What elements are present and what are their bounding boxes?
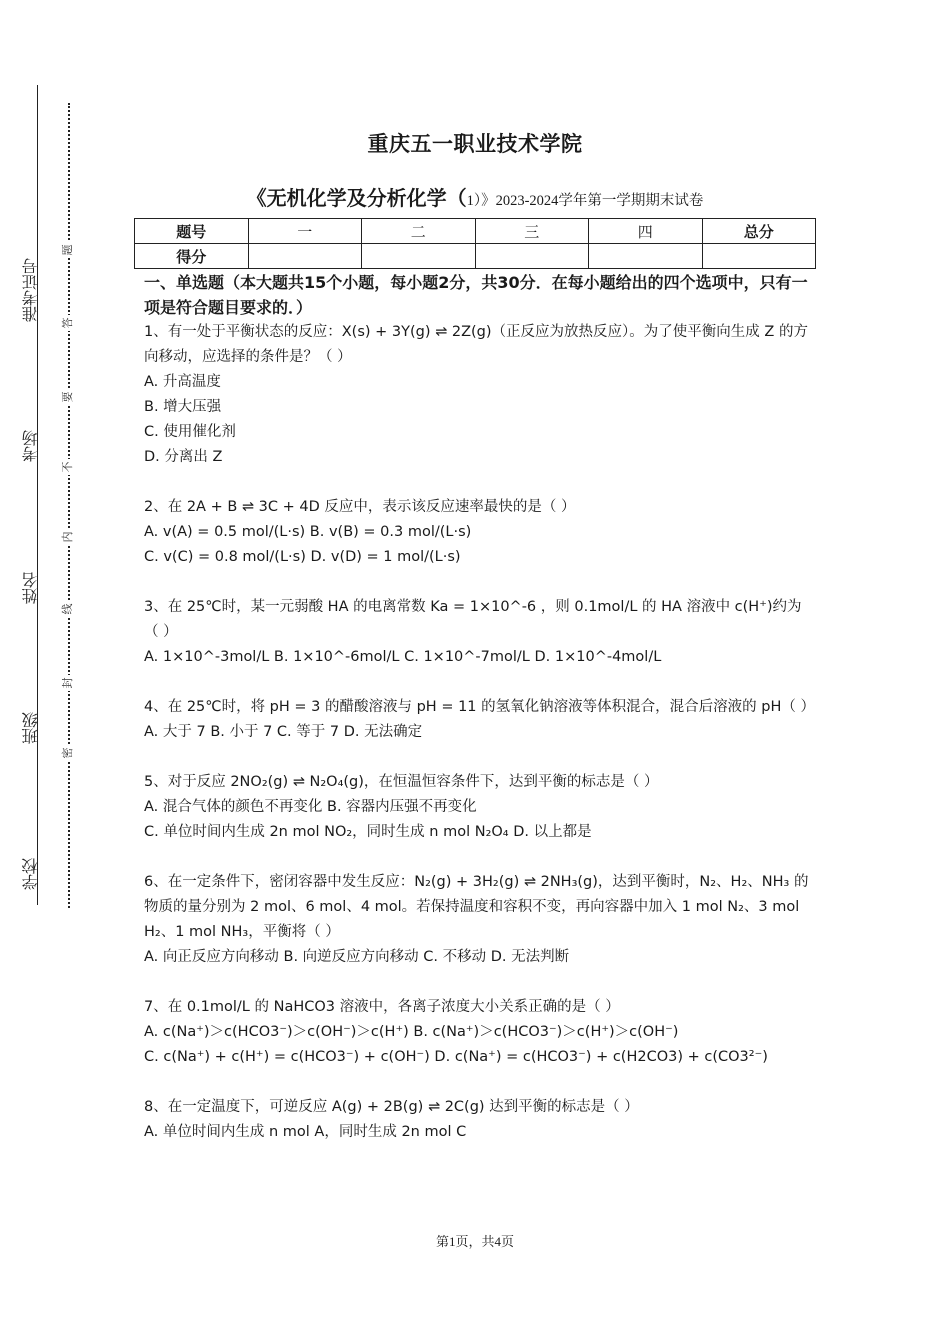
score-cell-header: 四	[589, 219, 703, 244]
seal-char: 封	[61, 675, 75, 691]
question-option: A. 大于 7 B. 小于 7 C. 等于 7 D. 无法确定	[144, 724, 423, 740]
question-8	[144, 1095, 814, 1145]
exam-title-rest: 1）》2023-2024学年第一学期期末试卷	[466, 193, 704, 209]
question-stem: 2、在 2A + B ⇌ 3C + 4D 反应中，表示该反应速率最快的是（ ）	[144, 499, 576, 515]
seal-char: 内	[61, 529, 75, 545]
question-option: A. 向正反应方向移动 B. 向逆反应方向移动 C. 不移动 D. 无法判断	[144, 949, 570, 965]
question-3	[144, 595, 814, 670]
exam-title	[0, 182, 950, 211]
question-option: A. 1×10^-3mol/L B. 1×10^-6mol/L C. 1×10^-7mol/L D. 1×10^-4mol/L	[144, 649, 662, 665]
score-table-score-row	[135, 244, 816, 269]
score-cell-empty	[589, 244, 703, 269]
score-cell-header: 一	[248, 219, 362, 244]
question-4	[144, 695, 814, 745]
score-cell-empty	[248, 244, 362, 269]
seal-char: 不	[61, 459, 75, 475]
seal-char: 密	[61, 745, 75, 761]
question-option: D. 分离出 Z	[144, 449, 223, 465]
score-table-header-row	[135, 219, 816, 244]
question-option: C. v(C) = 0.8 mol/(L·s) D. v(D) = 1 mol/(L·s)	[144, 549, 461, 565]
field-ticket-number-label: 准考证号	[21, 258, 40, 322]
question-option: C. 使用催化剂	[144, 424, 236, 440]
school-name: 重庆五一职业技术学院	[367, 132, 583, 156]
seal-char: 要	[61, 389, 75, 405]
seal-char: 题	[61, 242, 75, 258]
exam-title-main: 《无机化学及分析化学（	[246, 186, 467, 210]
question-option: B. 增大压强	[144, 399, 222, 415]
score-cell-header: 三	[475, 219, 589, 244]
question-stem: 3、在 25℃时，某一元弱酸 HA 的电离常数 Ka = 1×10^-6 ，则 0.1mol/L 的 HA 溶液中 c(H⁺)约为（ ）	[144, 599, 802, 640]
page-footer: 第1页，共4页	[435, 1234, 514, 1249]
question-option: A. 混合气体的颜色不再变化 B. 容器内压强不再变化	[144, 799, 477, 815]
score-cell-label: 题号	[135, 219, 249, 244]
question-1	[144, 320, 814, 470]
section-title: 一、单选题（本大题共15个小题，每小题2分，共30分．在每小题给出的四个选项中，只有一项是符合题目要求的．）	[144, 273, 808, 317]
question-stem: 4、在 25℃时，将 pH = 3 的醋酸溶液与 pH = 11 的氢氧化钠溶液等体积混合，混合后溶液的 pH（ ）	[144, 699, 815, 715]
question-option: C. c(Na⁺) + c(H⁺) = c(HCO3⁻) + c(OH⁻) D. c(Na⁺) = c(HCO3⁻) + c(H2CO3) + c(CO3²⁻)	[144, 1049, 768, 1065]
question-stem: 1、有一处于平衡状态的反应：X(s) + 3Y(g) ⇌ 2Z(g)（正反应为放热反应）。为了使平衡向生成 Z 的方向移动，应选择的条件是？（ ）	[144, 324, 808, 365]
question-option: A. 升高温度	[144, 374, 221, 390]
score-cell-empty	[702, 244, 816, 269]
seal-char: 答	[61, 315, 75, 331]
question-2	[144, 495, 814, 570]
seal-char: 线	[61, 601, 75, 617]
score-cell-header: 二	[362, 219, 476, 244]
score-table	[134, 218, 816, 269]
question-section	[144, 270, 814, 1170]
score-cell-empty	[475, 244, 589, 269]
question-stem: 7、在 0.1mol/L 的 NaHCO3 溶液中，各离子浓度大小关系正确的是（ ）	[144, 999, 620, 1015]
question-stem: 5、对于反应 2NO₂(g) ⇌ N₂O₄(g)，在恒温恒容条件下，达到平衡的标志是（ ）	[144, 774, 659, 790]
field-school-label: 学校	[21, 858, 40, 890]
question-option: A. 单位时间内生成 n mol A，同时生成 2n mol C	[144, 1124, 467, 1140]
question-stem: 8、在一定温度下，可逆反应 A(g) + 2B(g) ⇌ 2C(g) 达到平衡的标志是（ ）	[144, 1099, 639, 1115]
question-option: A. c(Na⁺)＞c(HCO3⁻)＞c(OH⁻)＞c(H⁺) B. c(Na⁺)＞c(HCO3⁻)＞c(H⁺)＞c(OH⁻)	[144, 1024, 679, 1040]
field-name-label: 姓名	[21, 572, 40, 604]
seal-dotted-line	[68, 103, 70, 908]
question-7	[144, 995, 814, 1070]
question-stem: 6、在一定条件下，密闭容器中发生反应：N₂(g) + 3H₂(g) ⇌ 2NH₃(g)，达到平衡时，N₂、H₂、NH₃ 的物质的量分别为 2 mol、6 mol、4 mol。若保持温度和容积不变，再向容器中加入 1 mol N₂、3 mol H₂、1 mol NH₃，平衡将（ ）	[144, 874, 809, 940]
score-cell-label: 得分	[135, 244, 249, 269]
question-6	[144, 870, 814, 970]
field-exam-room-label: 考场	[21, 430, 40, 462]
question-option: A. v(A) = 0.5 mol/(L·s) B. v(B) = 0.3 mol/(L·s)	[144, 524, 472, 540]
field-class-label: 班级	[21, 712, 40, 744]
score-cell-empty	[362, 244, 476, 269]
score-cell-header: 总分	[702, 219, 816, 244]
question-option: C. 单位时间内生成 2n mol NO₂，同时生成 n mol N₂O₄ D. 以上都是	[144, 824, 592, 840]
question-5	[144, 770, 814, 845]
